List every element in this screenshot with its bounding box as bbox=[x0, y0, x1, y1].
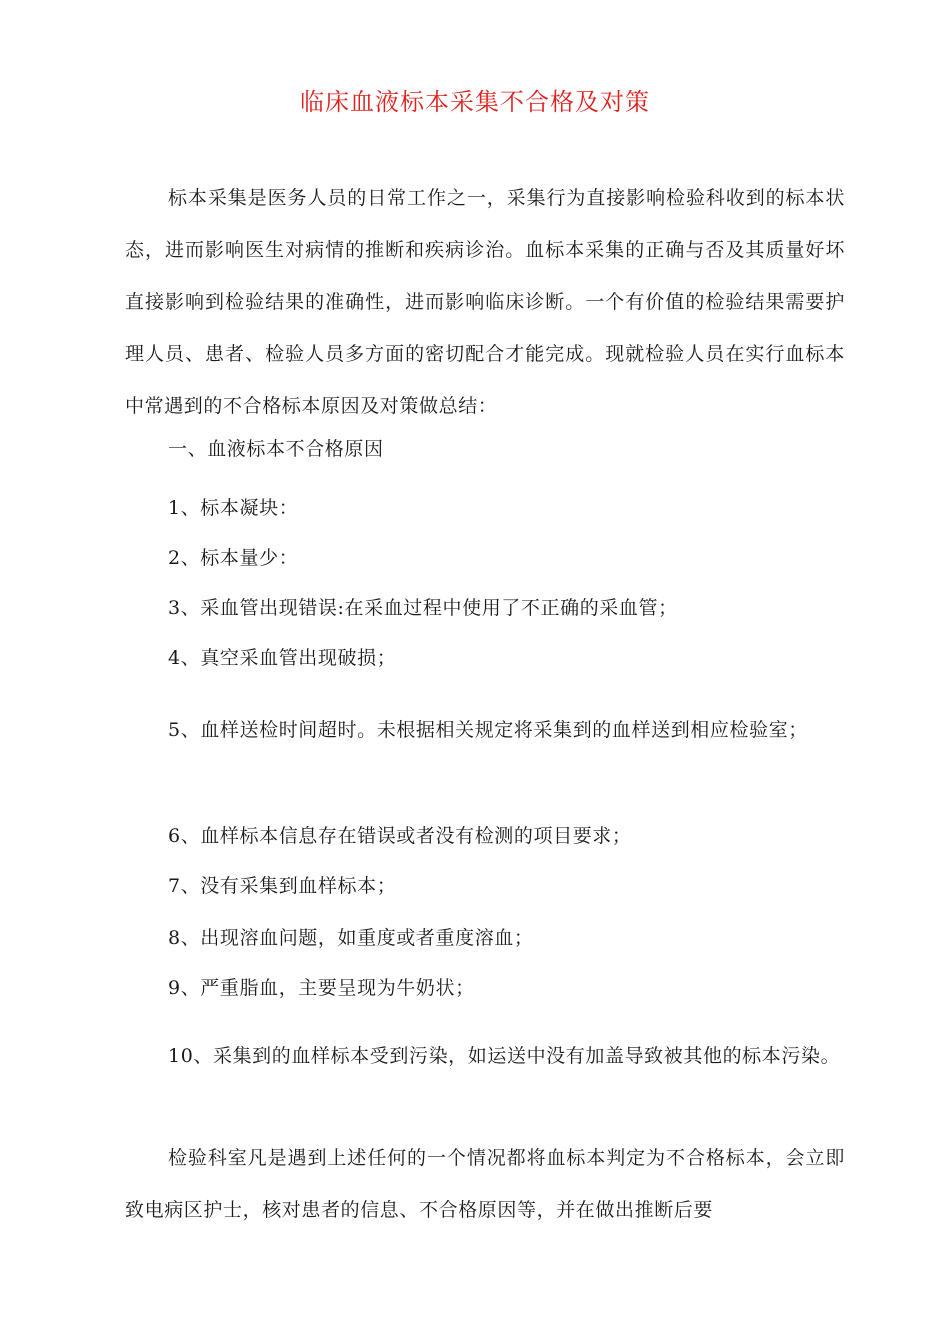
list-item: 3、采血管出现错误:在采血过程中使用了不正确的采血管； bbox=[168, 597, 678, 619]
list-item: 5、血样送检时间超时。未根据相关规定将采集到的血样送到相应检验室； bbox=[168, 719, 808, 741]
list-item: 10、采集到的血样标本受到污染，如运送中没有加盖导致被其他的标本污染。 bbox=[168, 1045, 841, 1067]
list-item: 2、标本量少： bbox=[168, 547, 299, 569]
section-heading: 一、血液标本不合格原因 bbox=[168, 438, 384, 460]
list-item: 9、严重脂血，主要呈现为牛奶状； bbox=[168, 977, 475, 999]
list-item: 8、出现溶血问题，如重度或者重度溶血； bbox=[168, 927, 534, 949]
intro-paragraph: 标本采集是医务人员的日常工作之一，采集行为直接影响检验科收到的标本状态，进而影响医生对病情的推断和疾病诊治。血标本采集的正确与否及其质量好坏直接影响到检验结果的准确性，进而影响临床诊断。一个有价值的检验结果需要护理人员、患者、检验人员多方面的密切配合才能完成。现就检验人员在实行血标本中常遇到的不合格标本原因及对策做总结： bbox=[125, 187, 845, 417]
document-title: 临床血液标本采集不合格及对策 bbox=[300, 88, 650, 116]
list-item: 4、真空采血管出现破损； bbox=[168, 647, 397, 669]
closing-paragraph: 检验科室凡是遇到上述任何的一个情况都将血标本判定为不合格标本，会立即致电病区护士，核对患者的信息、不合格原因等，并在做出推断后要 bbox=[125, 1147, 845, 1221]
list-item: 6、血样标本信息存在错误或者没有检测的项目要求； bbox=[168, 825, 632, 847]
list-item: 1、标本凝块： bbox=[168, 497, 299, 519]
list-item: 7、没有采集到血样标本； bbox=[168, 875, 397, 897]
